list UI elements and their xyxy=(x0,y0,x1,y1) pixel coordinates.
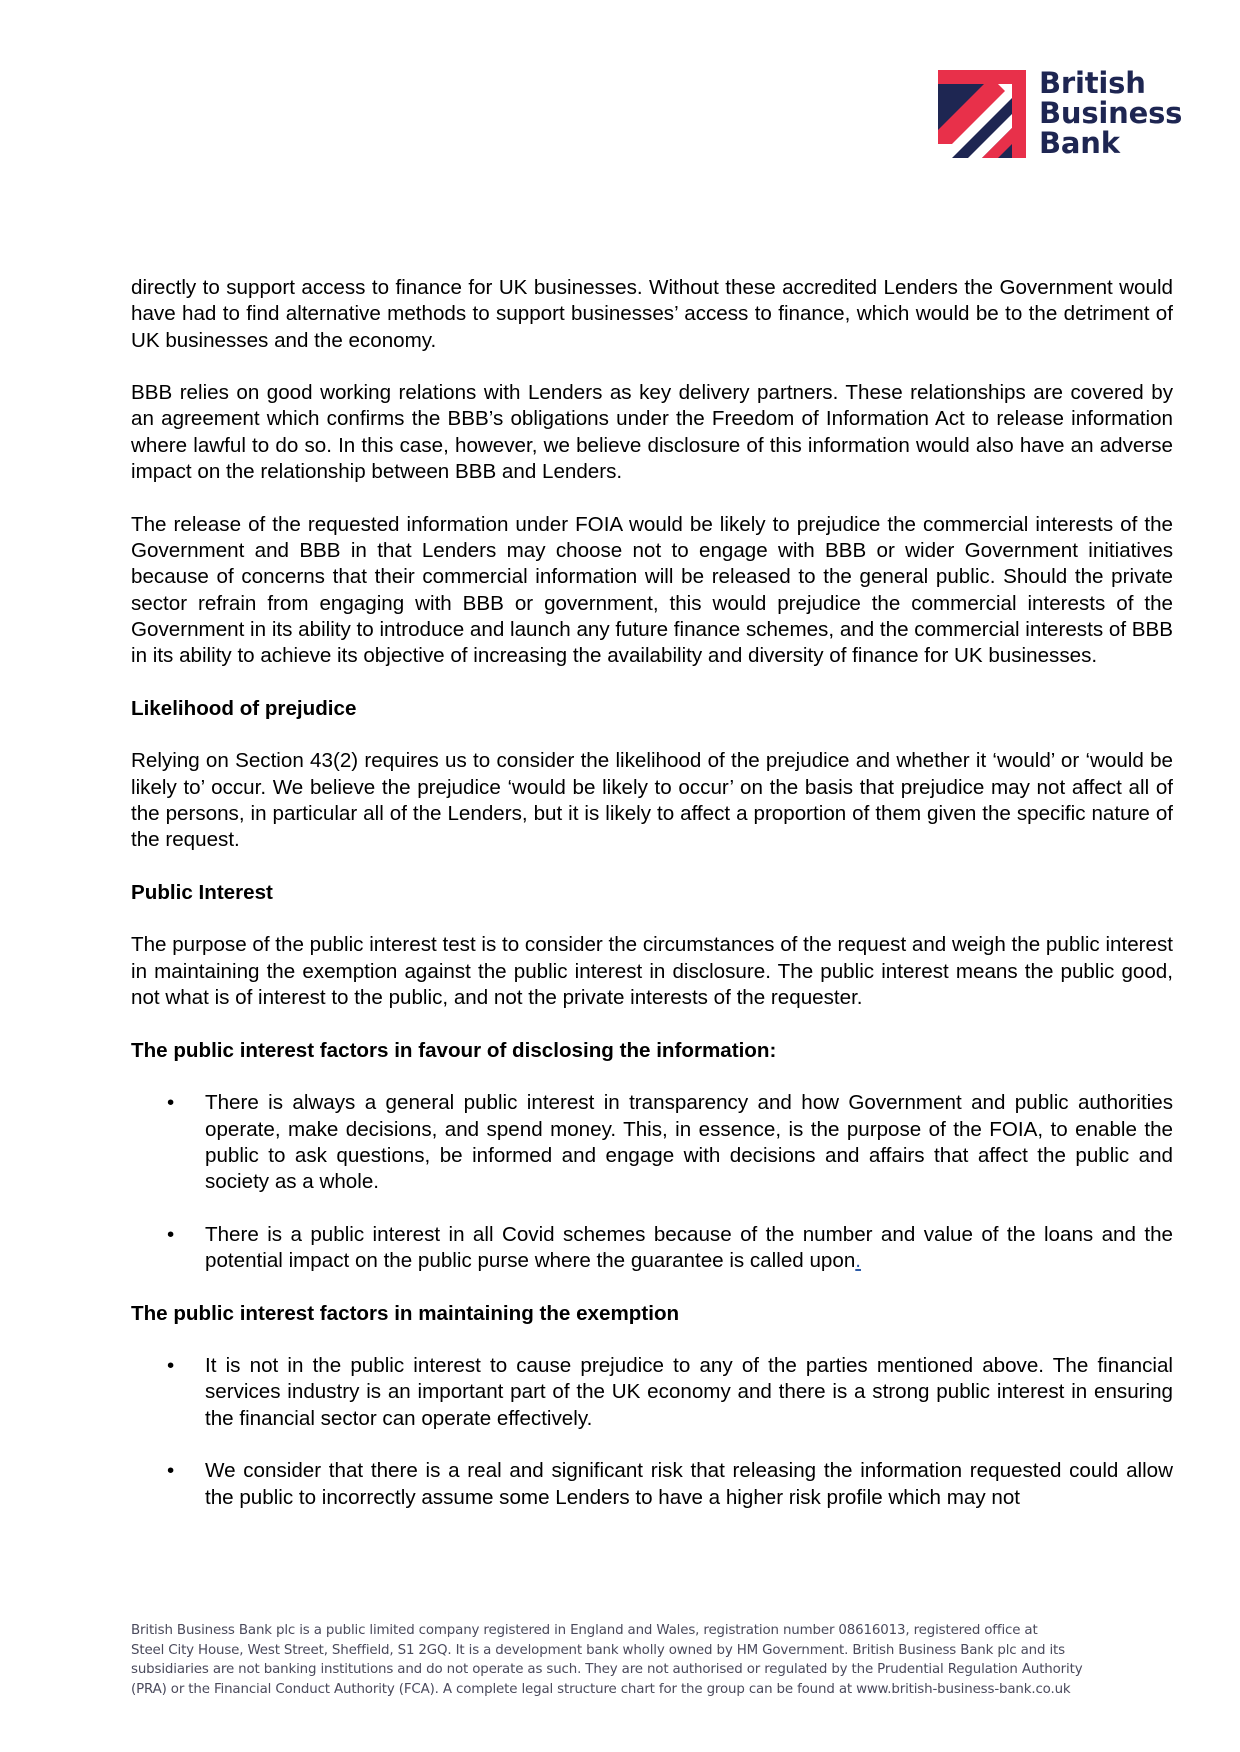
heading-public-interest: Public Interest xyxy=(131,880,273,904)
footer-line: British Business Bank plc is a public limited company registered in England and Wales, registration number 08616013, registered office at xyxy=(131,1623,1038,1638)
hyperlink-period[interactable]: . xyxy=(855,1248,862,1272)
list-item xyxy=(131,1458,1173,1511)
list-item xyxy=(131,1090,1173,1195)
footer-line: subsidiaries are not banking institutions and do not operate as such. They are not authorised or regulated by the Prudential Regulation Authority xyxy=(131,1662,1083,1678)
paragraph-public-interest: The purpose of the public interest test is to consider the circumstances of the request and weigh the public interest in maintaining the exemption against the public interest in disclosure. The public interest means the public good, not what is of interest to the public, and not the private interests of the requester. xyxy=(131,933,1173,1010)
logo-word-bank: Bank xyxy=(1039,126,1120,160)
paragraph-lender-relations: BBB relies on good working relations with Lenders as key delivery partners. These relationships are covered by an agreement which confirms the BBB’s obligations under the Freedom of Information Act to release information where lawful to do so. In this case, however, we believe disclosure of this information would also have an adverse impact on the relationship between BBB and Lenders. xyxy=(131,381,1173,484)
list-item-text: There is a public interest in all Covid schemes because of the number and value of the loans and the potential impact on the public purse where the guarantee is called upon xyxy=(205,1222,1173,1272)
paragraph-commercial-prejudice: The release of the requested information under FOIA would be likely to prejudice the commercial interests of the Government and BBB in that Lenders may choose not to engage with BBB or wider Government initiatives because of concerns that their commercial information will be released to the general public. Should the private sector refrain from engaging with BBB or government, this would prejudice the commercial interests of the Government in its ability to introduce and launch any future finance schemes, and the commercial interests of BBB in its ability to achieve its objective of increasing the availability and diversity of finance for UK businesses. xyxy=(131,512,1173,668)
footer-line: Steel City House, West Street, Sheffield, S1 2GQ. It is a development bank wholly owned by HM Government. British Business Bank plc and its xyxy=(131,1642,1065,1658)
legal-footer xyxy=(131,1621,1181,1699)
paragraph-access-to-finance: directly to support access to finance for UK businesses. Without these accredited Lenders the Government would have had to find alternative methods to support businesses’ access to finance, which would be to the detriment of UK businesses and the economy. xyxy=(131,276,1173,352)
bullet-icon: • xyxy=(167,1459,175,1483)
list-item-text: There is always a general public interest in transparency and how Government and public authorities operate, make decisions, and spend money. This, in essence, is the purpose of the FOIA, to enable the public to ask questions, be informed and engage with decisions and affairs that affect the public and society as a whole. xyxy=(205,1091,1173,1194)
list-item xyxy=(131,1222,1173,1275)
heading-factors-favour-disclosure: The public interest factors in favour of disclosing the information: xyxy=(131,1038,777,1062)
bullet-icon: • xyxy=(167,1091,175,1115)
letter-body xyxy=(131,275,1173,1537)
list-item-text: It is not in the public interest to cause prejudice to any of the parties mentioned above. The financial services industry is an important part of the UK economy and there is a strong public interest in ensuring the financial sector can operate effectively. xyxy=(205,1354,1173,1430)
footer-line: (PRA) or the Financial Conduct Authority (FCA). A complete legal structure chart for the group can be found at www.british-business-bank.co.uk xyxy=(131,1681,1071,1697)
paragraph-likelihood: Relying on Section 43(2) requires us to consider the likelihood of the prejudice and whether it ‘would’ or ‘would be likely to’ occur. We believe the prejudice ‘would be likely to occur’ on the basis that prejudice may not affect all of the persons, in particular all of the Lenders, but it is likely to affect a proportion of them given the specific nature of the request. xyxy=(131,749,1173,852)
heading-likelihood-of-prejudice: Likelihood of prejudice xyxy=(131,696,357,720)
list-favour-disclosure xyxy=(131,1090,1173,1274)
bullet-icon: • xyxy=(167,1354,175,1378)
logo-word-british: British xyxy=(1039,66,1146,100)
heading-factors-maintaining-exemption: The public interest factors in maintaining the exemption xyxy=(131,1301,680,1325)
logo-word-business: Business xyxy=(1039,96,1183,130)
british-business-bank-logo xyxy=(938,66,1183,162)
list-maintaining-exemption xyxy=(131,1353,1173,1511)
bullet-icon: • xyxy=(167,1222,175,1246)
union-flag-icon xyxy=(938,70,1026,158)
logo-wordmark xyxy=(1039,68,1182,158)
list-item xyxy=(131,1353,1173,1432)
list-item-text: We consider that there is a real and significant risk that releasing the information requested could allow the public to incorrectly assume some Lenders to have a higher risk profile which may not xyxy=(205,1459,1173,1509)
